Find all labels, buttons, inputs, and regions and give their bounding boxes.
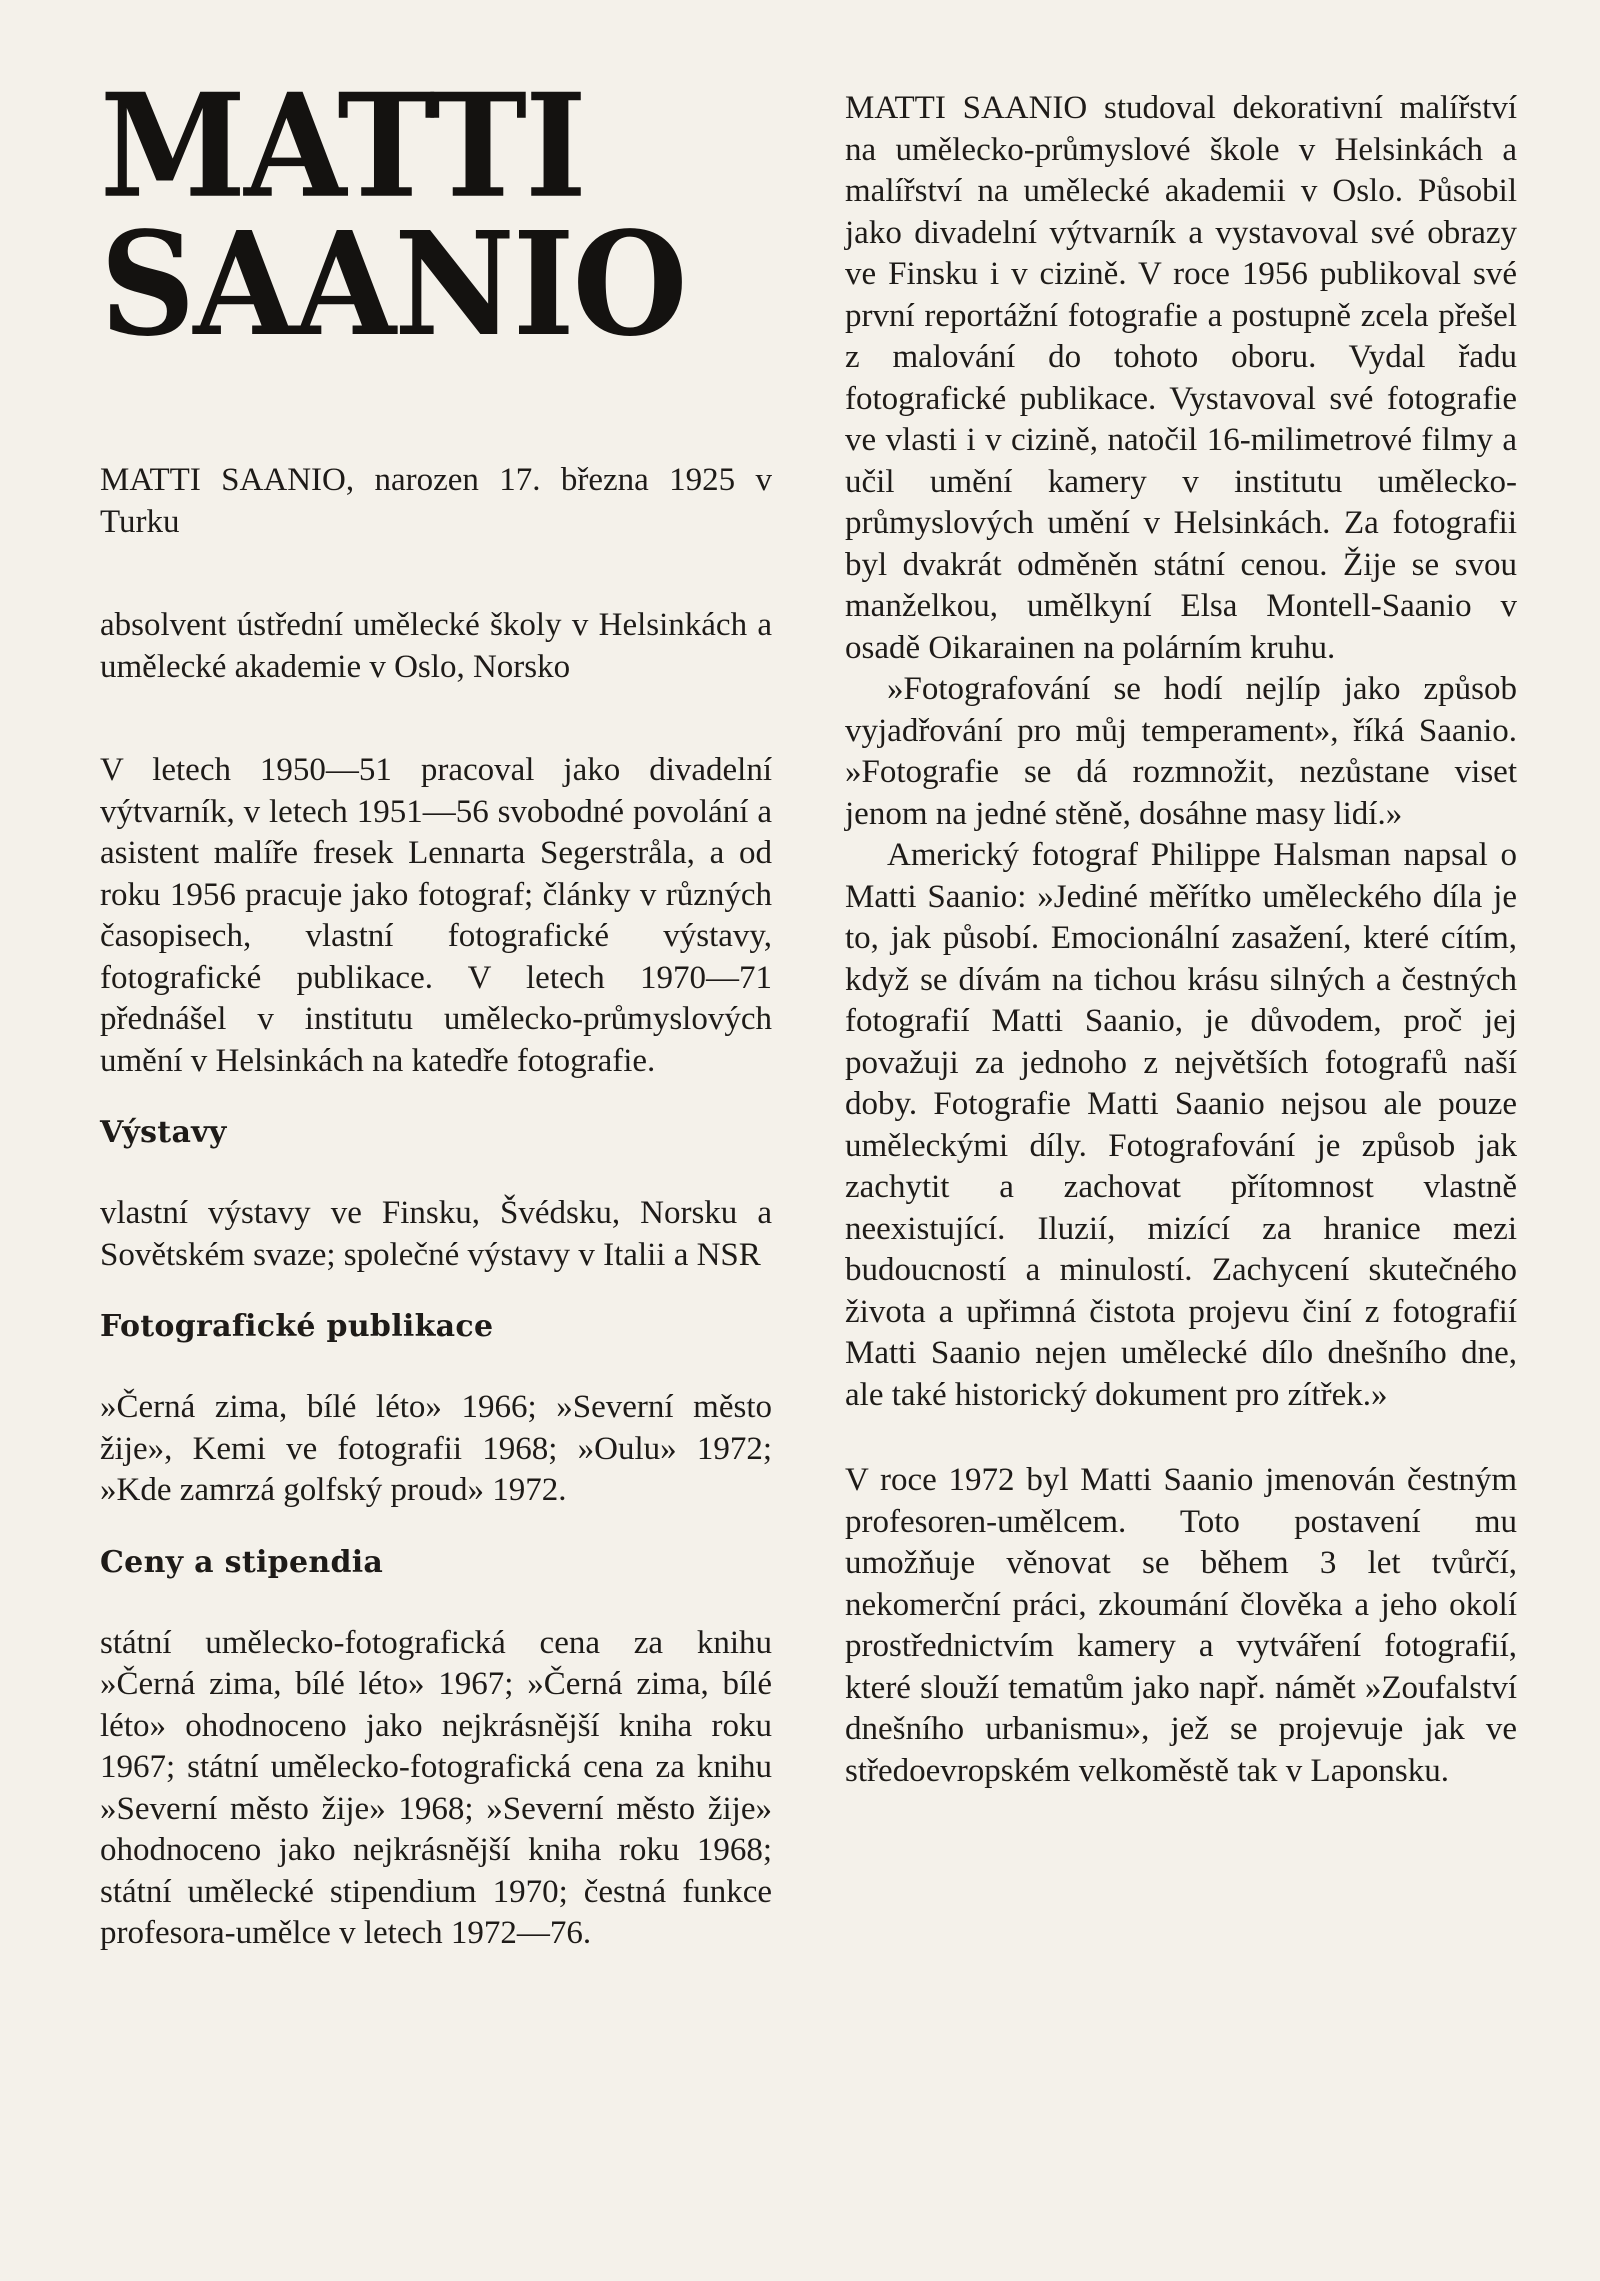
- birth-paragraph: MATTI SAANIO, narozen 17. března 1925 v Turku: [100, 462, 772, 540]
- professorship-paragraph: V roce 1972 byl Matti Saanio jmenován čestným profesoren-umělcem. Toto postavení mu umožňuje věnovat se během 3 let tvůrčí, nekomerční práci, zkoumání člověka a jeho okolí prostřednictvím kamery a vytváření fotografií, které slouží tematům jako např. námět »Zoufalství dnešního urbanismu», jež se projevuje jak ve středoevropském velkoměstě tak v Laponsku.: [845, 1462, 1517, 1789]
- publications-heading: Fotografické publikace: [100, 1309, 494, 1344]
- exhibitions-heading: Výstavy: [100, 1115, 227, 1150]
- awards-heading: Ceny a stipendia: [100, 1544, 384, 1580]
- left-column: [100, 62, 772, 1955]
- biography-paragraph: MATTI SAANIO studoval dekorativní malířství na umělecko-průmyslové škole v Helsinkách a malířství na umělecké akademii v Oslo. Působil jako divadelní výtvarník a vystavoval své obrazy ve Finsku i v cizině. V roce 1956 publikoval své první reportážní fotografie a postupně zcela přešel z malování do tohoto oboru. Vydal řadu fotografické publikace. Vystavoval své fotografie ve vlasti i v cizině, natočil 16-milimetrové filmy a učil umění kamery v institutu umělecko-průmyslových umění v Helsinkách. Za fotografii byl dvakrát odměněn státní cenou. Žije se svou manželkou, umělkyní Elsa Montell-Saanio v osadě Oikarainen na polárním kruhu.: [845, 90, 1517, 666]
- right-column: [845, 88, 1517, 1792]
- education-paragraph: absolvent ústřední umělecké školy v Helsinkách a umělecké akademie v Oslo, Norsko: [100, 607, 772, 685]
- career-paragraph: V letech 1950—51 pracoval jako divadelní výtvarník, v letech 1951—56 svobodné povolání a asistent malíře fresek Lennarta Segerstråla, a od roku 1956 pracuje jako fotograf; články v různých časopisech, vlastní fotografické výstavy, fotografické publikace. V letech 1970—71 přednášel v institutu umělecko-průmyslových umění v Helsinkách na katedře fotografie.: [100, 752, 772, 1079]
- quote-paragraph: »Fotografování se hodí nejlíp jako způsob vyjadřování pro můj temperament», říká Saanio. »Fotografie se dá rozmnožit, nezůstane viset jenom na jedné stěně, dosáhne masy lidí.»: [845, 671, 1517, 832]
- title-line-1: MATTI: [100, 62, 585, 231]
- title-line-2: SAANIO: [100, 201, 686, 369]
- page-title: [100, 62, 772, 369]
- awards-paragraph: státní umělecko-fotografická cena za knihu »Černá zima, bílé léto» 1967; »Černá zima, bílé léto» ohodnoceno jako nejkrásnější kniha roku 1967; státní umělecko-fotografická cena za knihu »Severní město žije» 1968; »Severní město žije» ohodnoceno jako nejkrásnější kniha roku 1968; státní umělecké stipendium 1970; čestná funkce profesora-umělce v letech 1972—76.: [100, 1624, 772, 1951]
- publications-paragraph: »Černá zima, bílé léto» 1966; »Severní město žije», Kemi ve fotografii 1968; »Oulu» 1972; »Kde zamrzá golfský proud» 1972.: [100, 1389, 772, 1508]
- halsman-quote-paragraph: Americký fotograf Philippe Halsman napsal o Matti Saanio: »Jediné měřítko uměleckého díla je to, jak působí. Emocionální zasažení, které cítím, když se dívám na tichou krásu silných a čestných fotografií Matti Saanio, je důvodem, proč jej považuji za jednoho z největších fotografů naší doby. Fotografie Matti Saanio nejsou ale pouze uměleckými díly. Fotografování je způsob jak zachytit a zachovat přítomnost vlastně neexistující. Iluzií, mizící za hranice mezi budoucností a minulostí. Zachycení skutečného života a upřimná čistota projevu činí z fotografií Matti Saanio nejen umělecké dílo dnešního dne, ale také historický dokument pro zítřek.»: [845, 837, 1517, 1413]
- exhibitions-paragraph: vlastní výstavy ve Finsku, Švédsku, Norsku a Sovětském svaze; společné výstavy v Italii a NSR: [100, 1195, 772, 1273]
